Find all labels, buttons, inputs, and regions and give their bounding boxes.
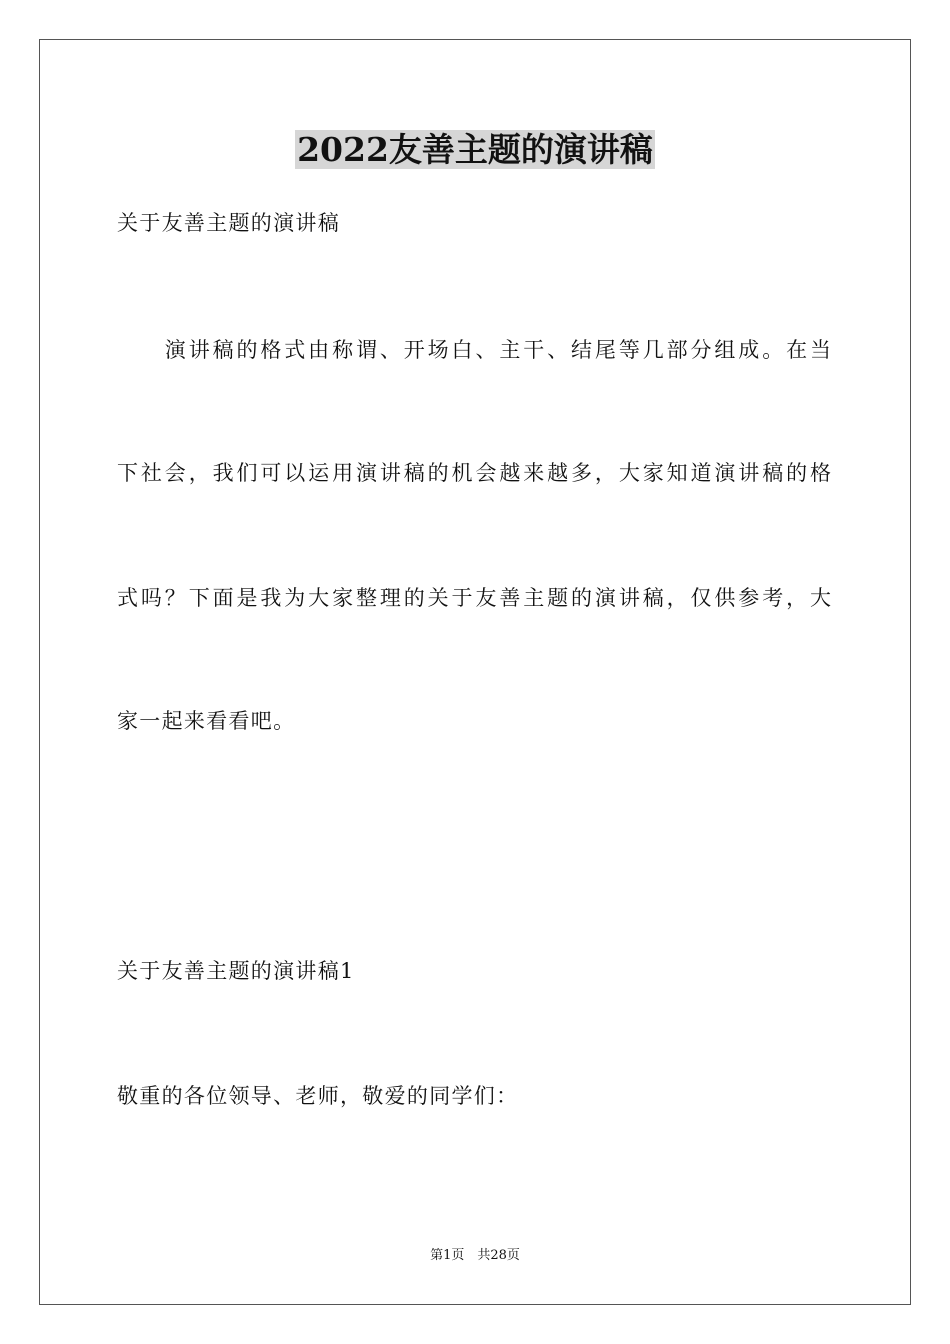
document-subtitle: 关于友善主题的演讲稿 [117,211,340,235]
document-title [0,128,950,172]
section-heading: 关于友善主题的演讲稿1 [117,959,355,983]
page-number-footer: 第1页 共28页 [430,1248,520,1263]
intro-line-1: 演讲稿的格式由称谓、开场白、主干、结尾等几部分组成。在当 [117,338,831,362]
intro-line-2: 下社会，我们可以运用演讲稿的机会越来越多，大家知道演讲稿的格 [117,461,831,485]
document-title-text: 2022友善主题的演讲稿 [297,130,653,169]
intro-line-3: 式吗？下面是我为大家整理的关于友善主题的演讲稿，仅供参考，大 [117,586,831,610]
salutation: 敬重的各位领导、老师，敬爱的同学们： [117,1084,519,1108]
intro-line-4: 家一起来看看吧。 [117,709,296,733]
